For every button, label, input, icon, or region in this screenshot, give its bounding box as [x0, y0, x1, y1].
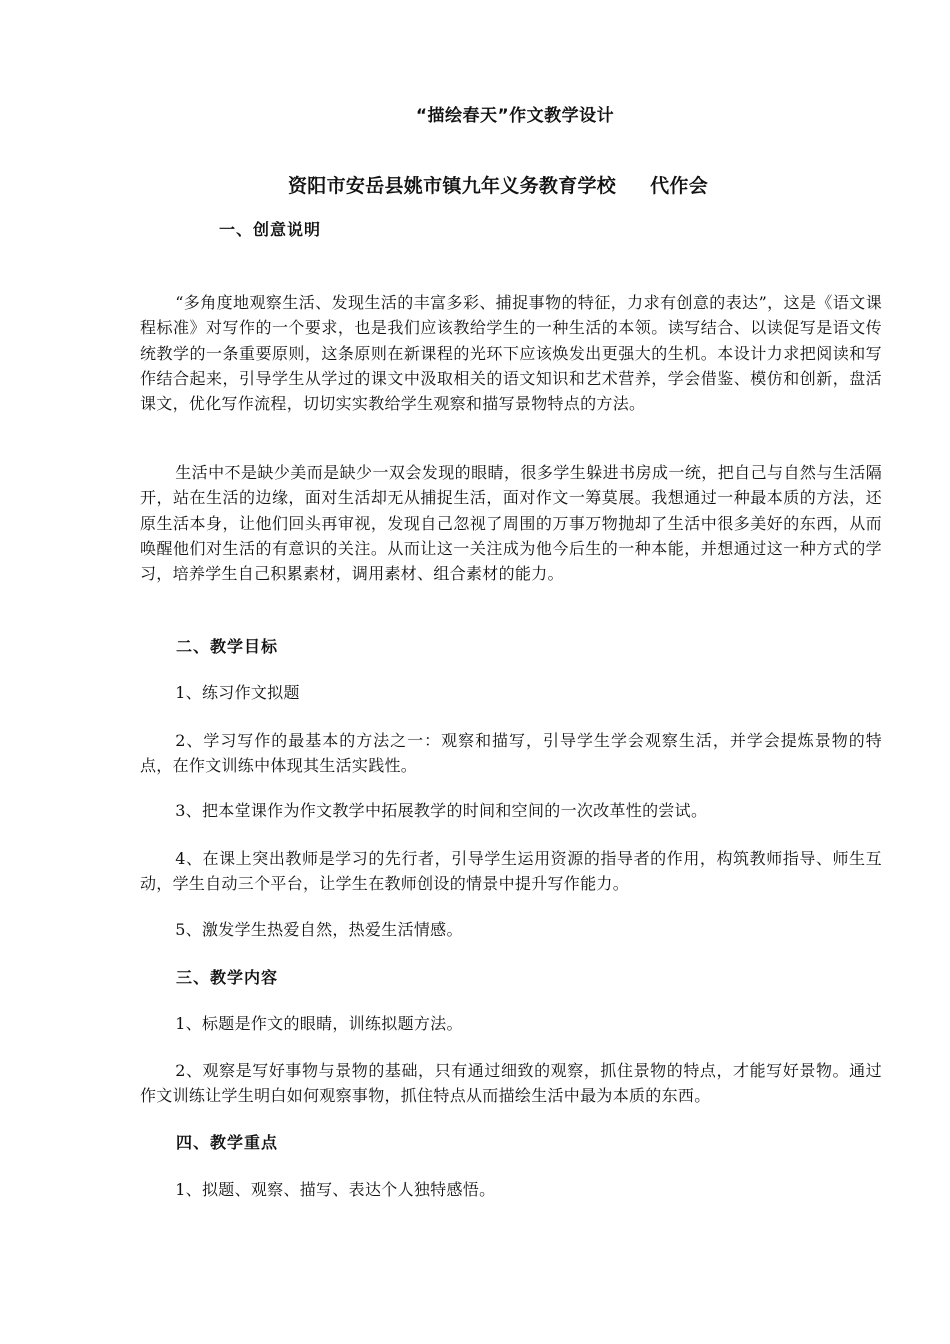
section-heading-teaching-focus: 四、教学重点 — [176, 1133, 279, 1152]
goal-item: 1、练习作文拟题 — [175, 683, 300, 702]
section-heading-teaching-goals: 二、教学目标 — [176, 637, 279, 656]
paragraph-creative-1: “多角度地观察生活、发现生活的丰富多彩、捕捉事物的特征，力求有创意的表达”，这是《语文课程标准》对写作的一个要求，也是我们应该教给学生的一种生活的本领。读写结合、以读促写是语文传统教学的一条重要原则，这条原则在新课程的光环下应该焕发出更强大的生机。本设计力求把阅读和写作结合起来，引导学生从学过的课文中汲取相关的语文知识和艺术营养，学会借鉴、模仿和创新，盘活课文，优化写作流程，切切实实教给学生观察和描写景物特点的方法。 — [140, 293, 882, 414]
goal-item: 3、把本堂课作为作文教学中拓展教学的时间和空间的一次改革性的尝试。 — [175, 801, 708, 820]
content-item: 2、观察是写好事物与景物的基础，只有通过细致的观察，抓住景物的特点，才能写好景物。通过作文训练让学生明白如何观察事物，抓住特点从而描绘生活中最为本质的东西。 — [140, 1061, 882, 1106]
section-heading-creative-description: 一、创意说明 — [219, 220, 322, 239]
content-item: 1、标题是作文的眼睛，训练拟题方法。 — [175, 1014, 463, 1033]
section-heading-teaching-content: 三、教学内容 — [176, 968, 279, 987]
author-name: 代作会 — [650, 175, 709, 197]
paragraph-creative-2: 生活中不是缺少美而是缺少一双会发现的眼睛，很多学生躲进书房成一统，把自己与自然与生活隔开，站在生活的边缘，面对生活却无从捕捉生活，面对作文一筹莫展。我想通过一种最本质的方法，还原生活本身，让他们回头再审视，发现自己忽视了周围的万事万物抛却了生活中很多美好的东西，从而唤醒他们对生活的有意识的关注。从而让这一关注成为他今后生的一种本能，并想通过这一种方式的学习，培养学生自己积累素材，调用素材、组合素材的能力。 — [140, 463, 882, 584]
goal-item: 4、在课上突出教师是学习的先行者，引导学生运用资源的指导者的作用，构筑教师指导、师生互动，学生自动三个平台，让学生在教师创设的情景中提升写作能力。 — [140, 849, 882, 894]
goal-item: 5、激发学生热爱自然，热爱生活情感。 — [175, 920, 463, 939]
author-school: 资阳市安岳县姚市镇九年义务教育学校 — [288, 175, 617, 197]
focus-item: 1、拟题、观察、描写、表达个人独特感悟。 — [175, 1180, 496, 1199]
document-title: “描绘春天”作文教学设计 — [415, 106, 615, 126]
author-line — [288, 171, 848, 198]
goal-item: 2、学习写作的最基本的方法之一：观察和描写，引导学生学会观察生活，并学会提炼景物的特点，在作文训练中体现其生活实践性。 — [140, 731, 882, 776]
